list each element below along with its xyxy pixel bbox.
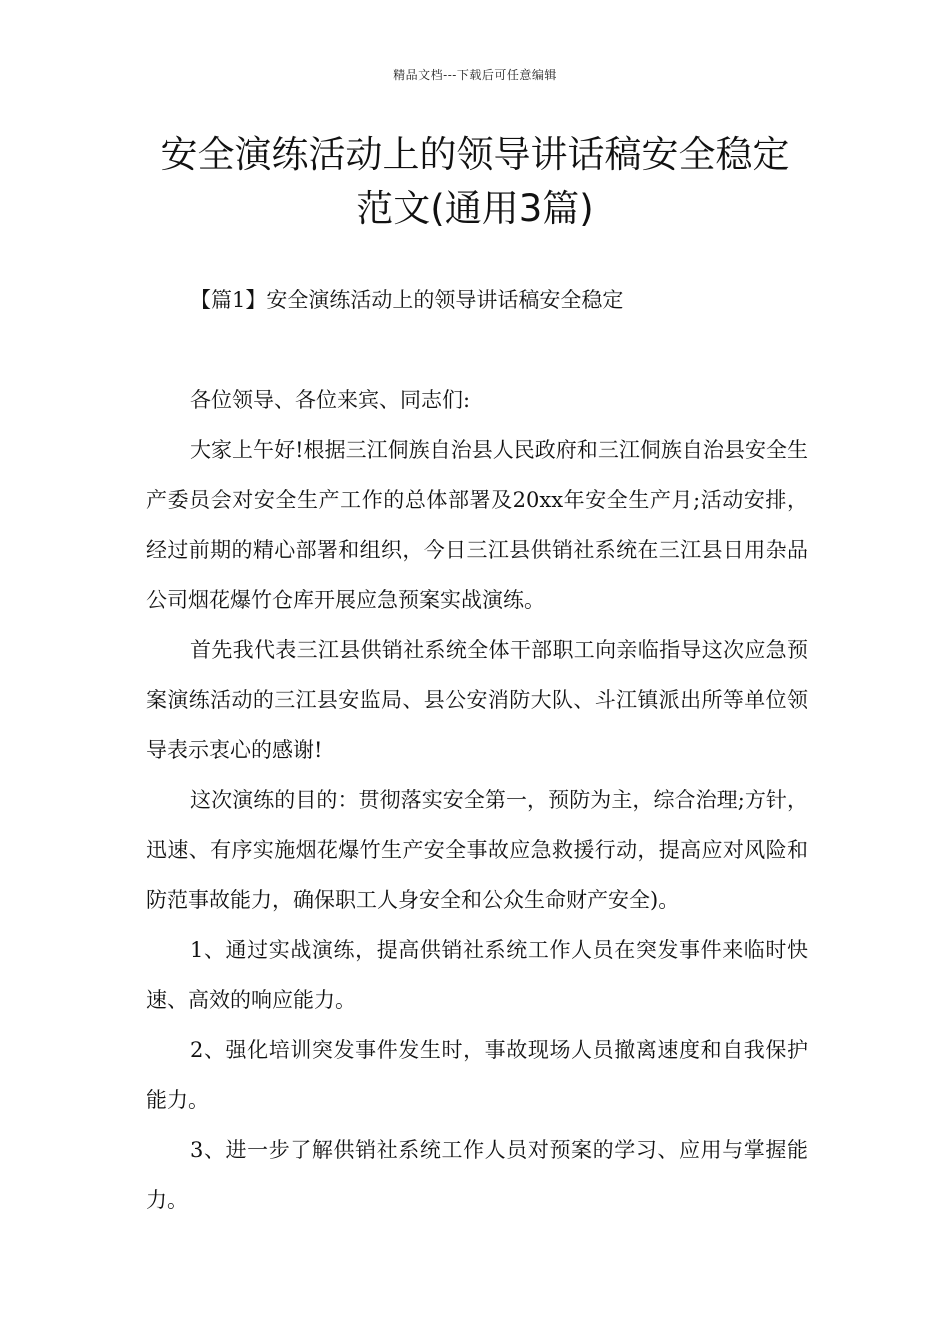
paragraph-greeting: 各位领导、各位来宾、同志们:	[190, 388, 471, 412]
paragraph: 首先我代表三江县供销社系统全体干部职工向亲临指导这次应急预案演练活动的三江县安监局、县公安消防大队、斗江镇派出所等单位领导表示衷心的感谢!	[146, 638, 808, 762]
title-line-2: 范文(通用3篇)	[356, 187, 594, 230]
header-note: 精品文档---下载后可任意编辑	[393, 68, 557, 82]
document-title	[100, 128, 850, 236]
paragraph: 2、强化培训突发事件发生时，事故现场人员撤离速度和自我保护能力。	[146, 1038, 808, 1112]
body-text	[146, 375, 808, 1225]
paragraph: 大家上午好!根据三江侗族自治县人民政府和三江侗族自治县安全生产委员会对安全生产工作的总体部署及20xx年安全生产月;活动安排，经过前期的精心部署和组织，今日三江县供销社系统在三江县日用杂品公司烟花爆竹仓库开展应急预案实战演练。	[146, 438, 808, 612]
paragraph: 这次演练的目的：贯彻落实安全第一，预防为主，综合治理;方针，迅速、有序实施烟花爆竹生产安全事故应急救援行动，提高应对风险和防范事故能力，确保职工人身安全和公众生命财产安全)。	[146, 788, 808, 912]
title-line-1: 安全演练活动上的领导讲话稿安全稳定	[160, 133, 790, 176]
section-heading: 【篇1】安全演练活动上的领导讲话稿安全稳定	[190, 288, 624, 312]
paragraph: 3、进一步了解供销社系统工作人员对预案的学习、应用与掌握能力。	[146, 1138, 808, 1212]
paragraph: 1、通过实战演练，提高供销社系统工作人员在突发事件来临时快速、高效的响应能力。	[146, 938, 808, 1012]
